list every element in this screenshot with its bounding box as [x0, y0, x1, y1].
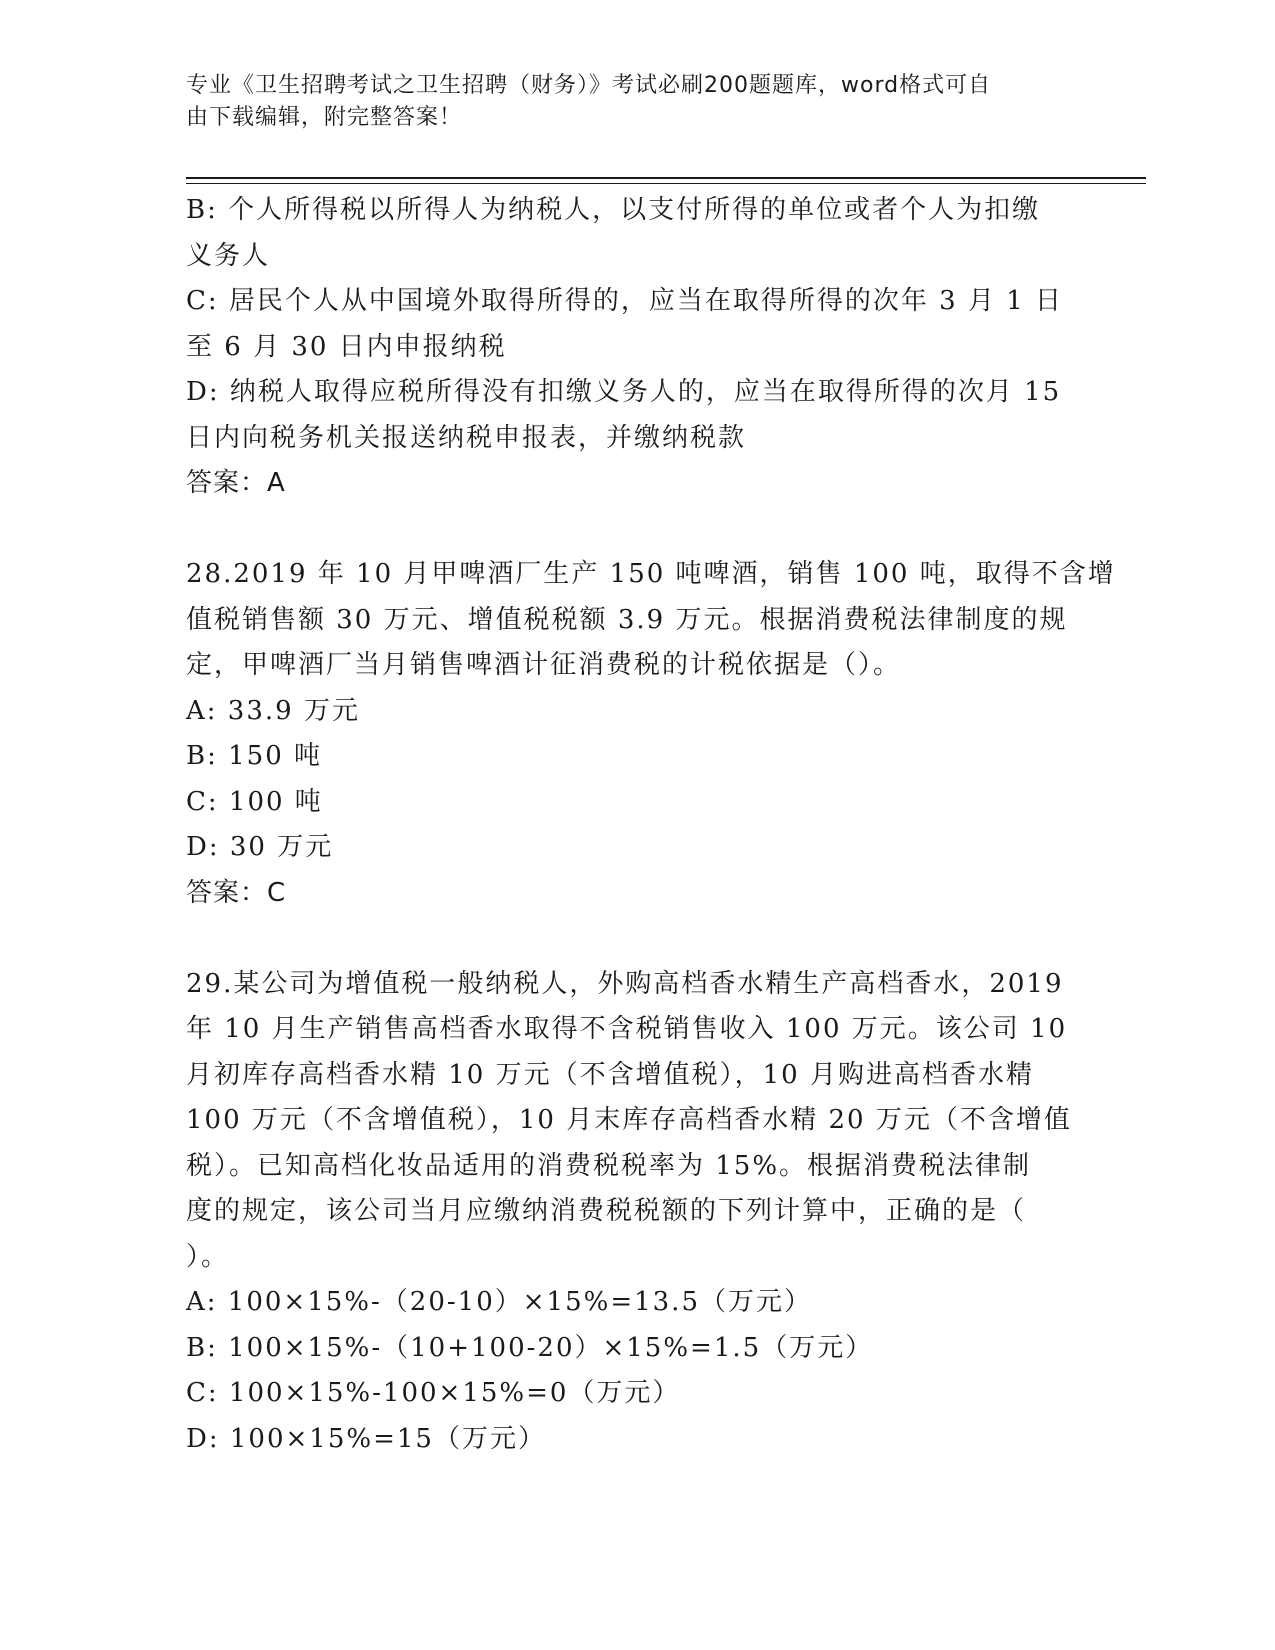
- header-line-1: 专业《卫生招聘考试之卫生招聘（财务）》考试必刷200题题库，word格式可自: [186, 73, 992, 98]
- stem-line: 28.2019 年 10 月甲啤酒厂生产 150 吨啤酒，销售 100 吨，取得不含增: [186, 559, 1116, 589]
- option-b: B: 150 吨: [186, 741, 323, 771]
- header-divider-thin: [186, 183, 1146, 184]
- option-a: A: 33.9 万元: [186, 695, 360, 726]
- option-text-line: D: 纳税人取得应税所得没有扣缴义务人的，应当在取得所得的次月 15: [186, 377, 1062, 407]
- option-d: [186, 370, 1076, 461]
- stem-line: 税）。已知高档化妆品适用的消费税税率为 15%。根据消费税法律制: [186, 1150, 1032, 1181]
- option-b: [186, 188, 1076, 279]
- stem-line: ）。: [186, 1241, 230, 1272]
- spacer: [186, 916, 1076, 962]
- stem-line: 月初库存高档香水精 10 万元（不含增值税），10 月购进高档香水精: [186, 1059, 1034, 1090]
- option-text-line: 日内向税务机关报送纳税申报表，并缴纳税款: [186, 422, 747, 453]
- answer-label: 答案：A: [186, 468, 286, 498]
- question-28: [186, 552, 1116, 916]
- answer-label: 答案：C: [186, 877, 287, 908]
- option-text-line: 义务人: [186, 240, 271, 271]
- question-29: [186, 962, 1076, 1463]
- spacer: [186, 507, 1076, 553]
- option-d: D: 30 万元: [186, 832, 334, 862]
- option-text-line: 至 6 月 30 日内申报纳税: [186, 331, 507, 362]
- stem-line: 定，甲啤酒厂当月销售啤酒计征消费税的计税依据是（）。: [186, 650, 902, 680]
- option-c: C: 100 吨: [186, 786, 323, 817]
- option-text-line: B: 个人所得税以所得人为纳税人，以支付所得的单位或者个人为扣缴: [186, 195, 1041, 225]
- stem-line: 度的规定，该公司当月应缴纳消费税税额的下列计算中，正确的是（: [186, 1196, 1027, 1226]
- question-stem: [186, 552, 1116, 689]
- option-b: B: 100×15%-（10+100-20）×15%=1.5（万元）: [186, 1332, 874, 1363]
- option-c: [186, 279, 1076, 370]
- document-body: [186, 188, 1116, 1462]
- option-d: D: 100×15%=15（万元）: [186, 1423, 546, 1454]
- stem-line: 值税销售额 30 万元、增值税税额 3.9 万元。根据消费税法律制度的规: [186, 604, 1068, 635]
- stem-line: 29.某公司为增值税一般纳税人，外购高档香水精生产高档香水，2019: [186, 968, 1064, 999]
- question-stem: [186, 962, 1076, 1281]
- stem-line: 年 10 月生产销售高档香水取得不含税销售收入 100 万元。该公司 10: [186, 1014, 1068, 1044]
- document-header: [186, 70, 1066, 134]
- header-divider-thick: [186, 177, 1146, 179]
- stem-line: 100 万元（不含增值税），10 月末库存高档香水精 20 万元（不含增值: [186, 1105, 1072, 1135]
- option-text-line: C: 居民个人从中国境外取得所得的，应当在取得所得的次年 3 月 1 日: [186, 286, 1064, 316]
- option-a: A: 100×15%-（20-10）×15%=13.5（万元）: [186, 1287, 812, 1317]
- header-line-2: 由下载编辑，附完整答案！: [186, 105, 463, 130]
- prev-question: [186, 188, 1076, 507]
- option-c: C: 100×15%-100×15%=0（万元）: [186, 1378, 681, 1408]
